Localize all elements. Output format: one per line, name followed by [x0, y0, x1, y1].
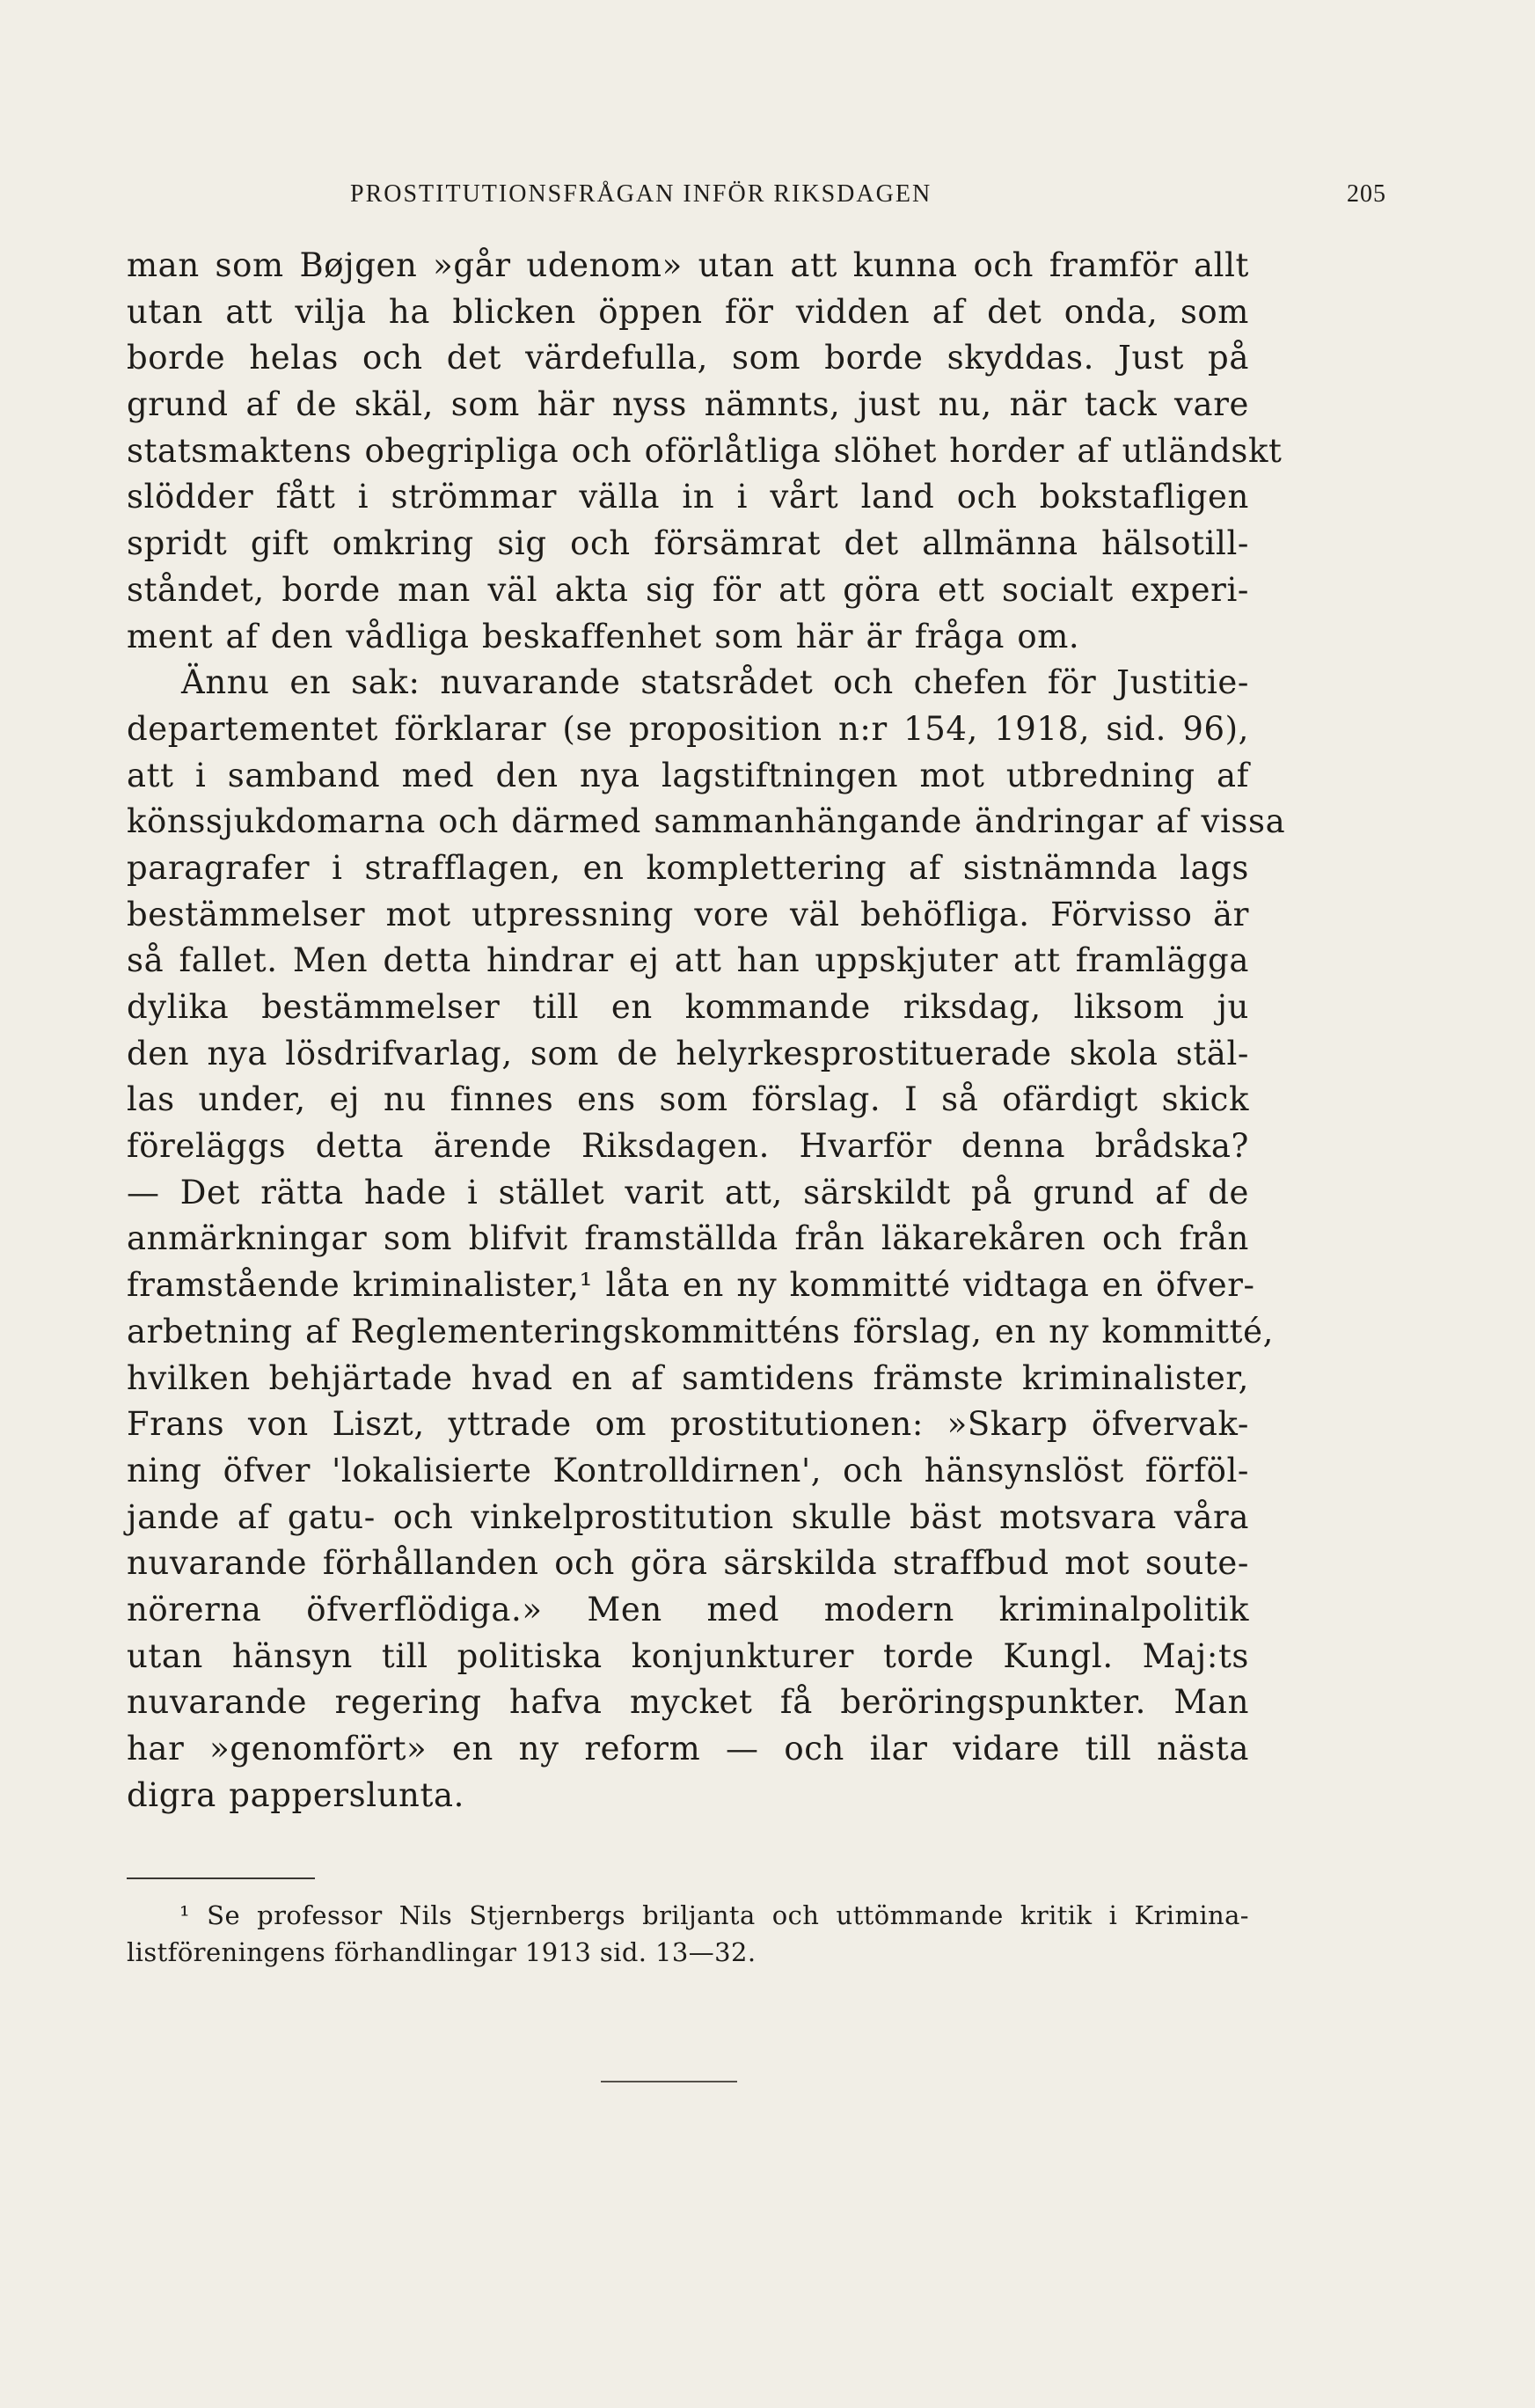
running-title: PROSTITUTIONSFRÅGAN INFÖR RIKSDAGEN [350, 180, 932, 208]
page-number: 205 [1347, 180, 1386, 208]
text-line: så fallet. Men detta hindrar ej att han uppskjuter att framlägga [127, 941, 1249, 980]
footnote-divider [127, 1877, 315, 1879]
text-line: hvilken behjärtade hvad en af samtidens främste kriminalister, [127, 1358, 1249, 1397]
text-line: den nya lösdrifvarlag, som de helyrkesprostituerade skola stäl- [127, 1034, 1249, 1072]
text-line: Frans von Liszt, yttrade om prostitutionen: »Skarp öfvervak- [127, 1405, 1249, 1444]
text-line: har »genomfört» en ny reform — och ilar vidare till nästa [127, 1730, 1249, 1768]
closing-divider [601, 2081, 737, 2082]
text-line: nuvarande förhållanden och göra särskilda straffbud mot soute- [127, 1544, 1249, 1583]
text-line: nuvarande regering hafva mycket få beröringspunkter. Man [127, 1683, 1249, 1722]
text-line: slödder fått i strömmar välla in i vårt land och bokstafligen [127, 478, 1249, 516]
body-text [127, 243, 1286, 1819]
text-line: framstående kriminalister,¹ låta en ny kommitté vidtaga en öfver- [127, 1266, 1255, 1305]
text-line: spridt gift omkring sig och försämrat det allmänna hälsotill- [127, 524, 1249, 563]
page-header [0, 180, 1535, 216]
text-line: utan att vilja ha blicken öppen för vidden af det onda, som [127, 292, 1249, 331]
text-line: ment af den vådliga beskaffenhet som här är fråga om. [127, 617, 1080, 655]
text-line: föreläggs detta ärende Riksdagen. Hvarför denna brådska? [127, 1127, 1249, 1166]
text-line: utan hänsyn till politiska konjunkturer torde Kungl. Maj:ts [127, 1636, 1249, 1675]
text-line: dylika bestämmelser till en kommande riksdag, liksom ju [127, 988, 1249, 1026]
footnote-line: ¹ Se professor Nils Stjernbergs briljanta och uttömmande kritik i Krimina- [179, 1900, 1249, 1930]
text-line: statsmaktens obegripliga och oförlåtliga slöhet horder af utländskt [127, 431, 1283, 470]
text-line: Ännu en sak: nuvarande statsrådet och chefen för Justitie- [181, 663, 1249, 702]
text-line: att i samband med den nya lagstiftningen mot utbredning af [127, 756, 1249, 794]
text-line: — Det rätta hade i stället varit att, särskildt på grund af de [127, 1173, 1249, 1211]
footnotes [127, 1897, 1249, 1971]
text-line: grund af de skäl, som här nyss nämnts, just nu, när tack vare [127, 385, 1249, 424]
text-line: paragrafer i strafflagen, en komplettering af sistnämnda lags [127, 848, 1249, 887]
text-line: nörerna öfverflödiga.» Men med modern kriminalpolitik [127, 1590, 1249, 1629]
footnote-line: listföreningens förhandlingar 1913 sid. 13—32. [127, 1937, 757, 1967]
text-line: anmärkningar som blifvit framställda från läkarekåren och från [127, 1219, 1249, 1258]
text-line: arbetning af Reglementeringskommitténs förslag, en ny kommitté, [127, 1312, 1274, 1350]
text-line: departementet förklarar (se proposition n:r 154, 1918, sid. 96), [127, 709, 1249, 748]
text-line: ning öfver 'lokalisierte Kontrolldirnen', och hänsynslöst förföl- [127, 1451, 1249, 1489]
text-line: borde helas och det värdefulla, som borde skyddas. Just på [127, 339, 1249, 377]
text-line: ståndet, borde man väl akta sig för att göra ett socialt experi- [127, 570, 1249, 609]
text-line: man som Bøjgen »går udenom» utan att kunna och framför allt [127, 246, 1249, 284]
text-line: bestämmelser mot utpressning vore väl behöfliga. Förvisso är [127, 895, 1249, 933]
text-line: jande af gatu- och vinkelprostitution skulle bäst motsvara våra [127, 1497, 1249, 1536]
text-line: könssjukdomarna och därmed sammanhängande ändringar af vissa [127, 802, 1286, 841]
text-line: las under, ej nu finnes ens som förslag. I så ofärdigt skick [127, 1080, 1249, 1119]
text-line: digra papperslunta. [127, 1775, 464, 1814]
